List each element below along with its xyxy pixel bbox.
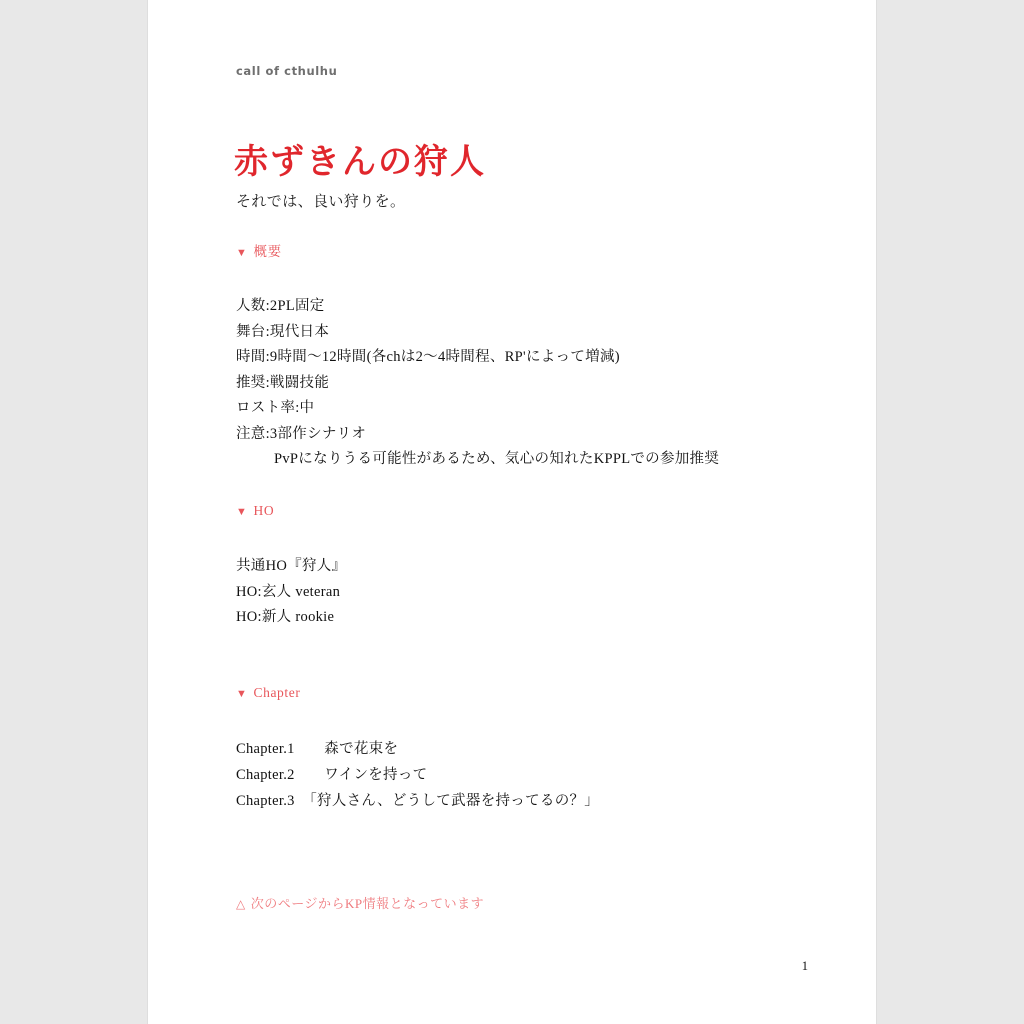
section-heading-chapter (236, 685, 300, 701)
list-item: Chapter.1 森で花束を (236, 741, 399, 757)
document-page (148, 0, 876, 1024)
section-heading-ho-label: HO (253, 503, 275, 518)
list-item: HO:玄人 veteran (236, 583, 341, 600)
document-kicker: call of cthulhu (236, 64, 338, 78)
list-item: 人数:2PL固定 (236, 298, 325, 314)
list-item: 時間:9時間〜12時間(各chは2〜4時間程、RP'によって増減) (236, 349, 620, 365)
section-heading-overview (236, 240, 282, 260)
list-item: 共通HO『狩人』 (236, 558, 347, 574)
lead-paragraph: それでは、良い狩りを。 (236, 194, 406, 210)
page-content (148, 0, 876, 1024)
section-body-ho (236, 554, 346, 631)
triangle-down-icon: ▼ (236, 506, 248, 518)
section-body-chapter (236, 736, 599, 814)
section-heading-chapter-label: Chapter (253, 685, 301, 700)
list-item: Chapter.2 ワインを持って (236, 767, 428, 783)
page-number: 1 (801, 959, 808, 973)
page-title: 赤ずきんの狩人 (234, 143, 486, 181)
list-item: PvPになりうる可能性があるため、気心の知れたKPPLでの参加推奨 (274, 451, 720, 467)
list-item: HO:新人 rookie (236, 609, 335, 625)
section-body-overview (236, 294, 719, 473)
page-footnote (236, 893, 484, 912)
list-item: ロスト率:中 (236, 400, 315, 416)
triangle-up-icon: △ (236, 897, 246, 911)
section-heading-ho (236, 503, 274, 519)
page-footnote-text: 次のページからKP情報となっています (250, 896, 485, 911)
section-heading-overview-label: 概要 (253, 244, 282, 259)
list-item: 推奨:戦闘技能 (236, 374, 330, 391)
triangle-down-icon: ▼ (236, 688, 248, 700)
list-item: Chapter.3 「狩人さん、どうして武器を持ってるの？」 (236, 793, 600, 809)
triangle-down-icon: ▼ (236, 247, 248, 259)
list-item: 注意:3部作シナリオ (236, 425, 367, 442)
list-item: 舞台:現代日本 (236, 323, 330, 340)
